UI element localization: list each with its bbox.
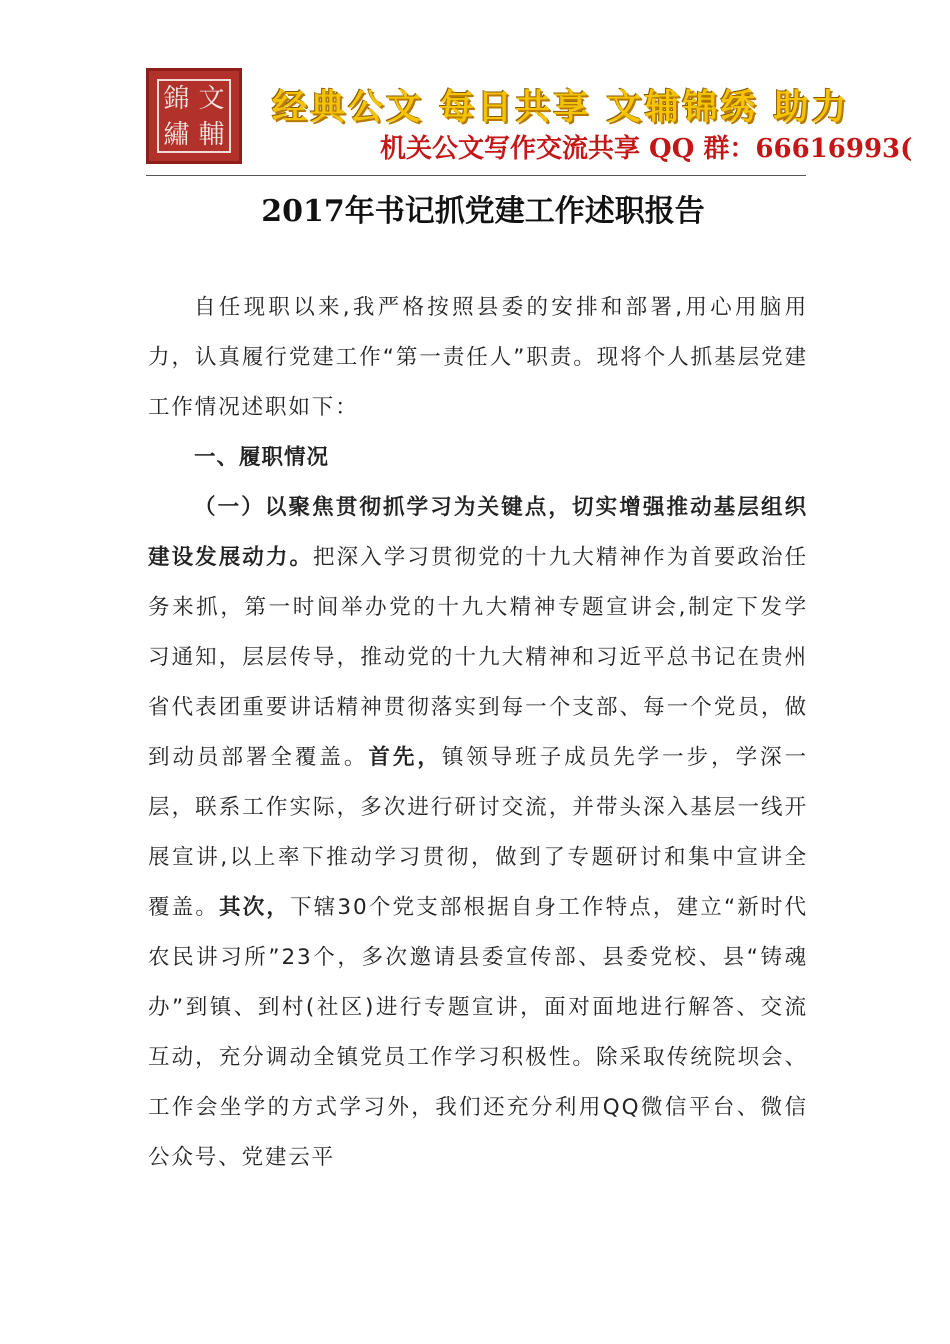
logo-char: 輔	[198, 120, 225, 150]
page-header	[0, 0, 950, 180]
item1-text-c: 下辖30个党支部根据自身工作特点，建立“新时代农民讲习所”23个，多次邀请县委宣传部、县委党校、县“铸魂办”到镇、到村(社区)进行专题宣讲，面对面地进行解答、交流互动，充分调动全镇党员工作学习积极性。除采取传统院坝会、工作会坐学的方式学习外，我们还充分利用QQ微信平台、微信公众号、党建云平	[148, 895, 809, 1170]
logo-char: 文	[198, 84, 225, 114]
section-heading: 一、履职情况	[194, 445, 330, 470]
logo-char: 繡	[163, 120, 190, 150]
document-title: 2017年书记抓党建工作述职报告	[261, 194, 705, 229]
logo-seal	[146, 68, 242, 164]
intro-paragraph: 自任现职以来,我严格按照县委的安排和部署,用心用脑用力，认真履行党建工作“第一责任人”职责。现将个人抓基层党建工作情况述职如下：	[148, 295, 808, 420]
header-divider	[146, 175, 806, 176]
item1-paragraph	[148, 483, 808, 1183]
item1-text-b: 镇领导班子成员先学一步，学深一层，联系工作实际，多次进行研讨交流，并带头深入基层一线开展宣讲,以上率下推动学习贯彻，做到了专题研讨和集中宣讲全覆盖。	[148, 745, 808, 920]
document-body	[148, 283, 808, 1183]
second-marker: 其次，	[219, 895, 291, 920]
logo-seal-inner	[157, 79, 231, 153]
logo-char: 錦	[163, 84, 190, 114]
item1-lead: （一）以聚焦贯彻抓学习为关键点，切实增强推动基层组织建设发展动力。	[148, 495, 808, 570]
item1-text-a: 把深入学习贯彻党的十九大精神作为首要政治任务来抓，第一时间举办党的十九大精神专题宣讲会,制定下发学习通知，层层传导，推动党的十九大精神和习近平总书记在贵州省代表团重要讲话精神贯彻落实到每一个支部、每一个党员，做到动员部署全覆盖。	[148, 545, 808, 770]
header-qq-group: 机关公文写作交流共享 QQ 群：66616993(	[380, 134, 913, 164]
first-marker: 首先，	[368, 745, 442, 770]
header-slogan: 经典公文 每日共享 文辅锦绣 助力	[272, 88, 850, 128]
